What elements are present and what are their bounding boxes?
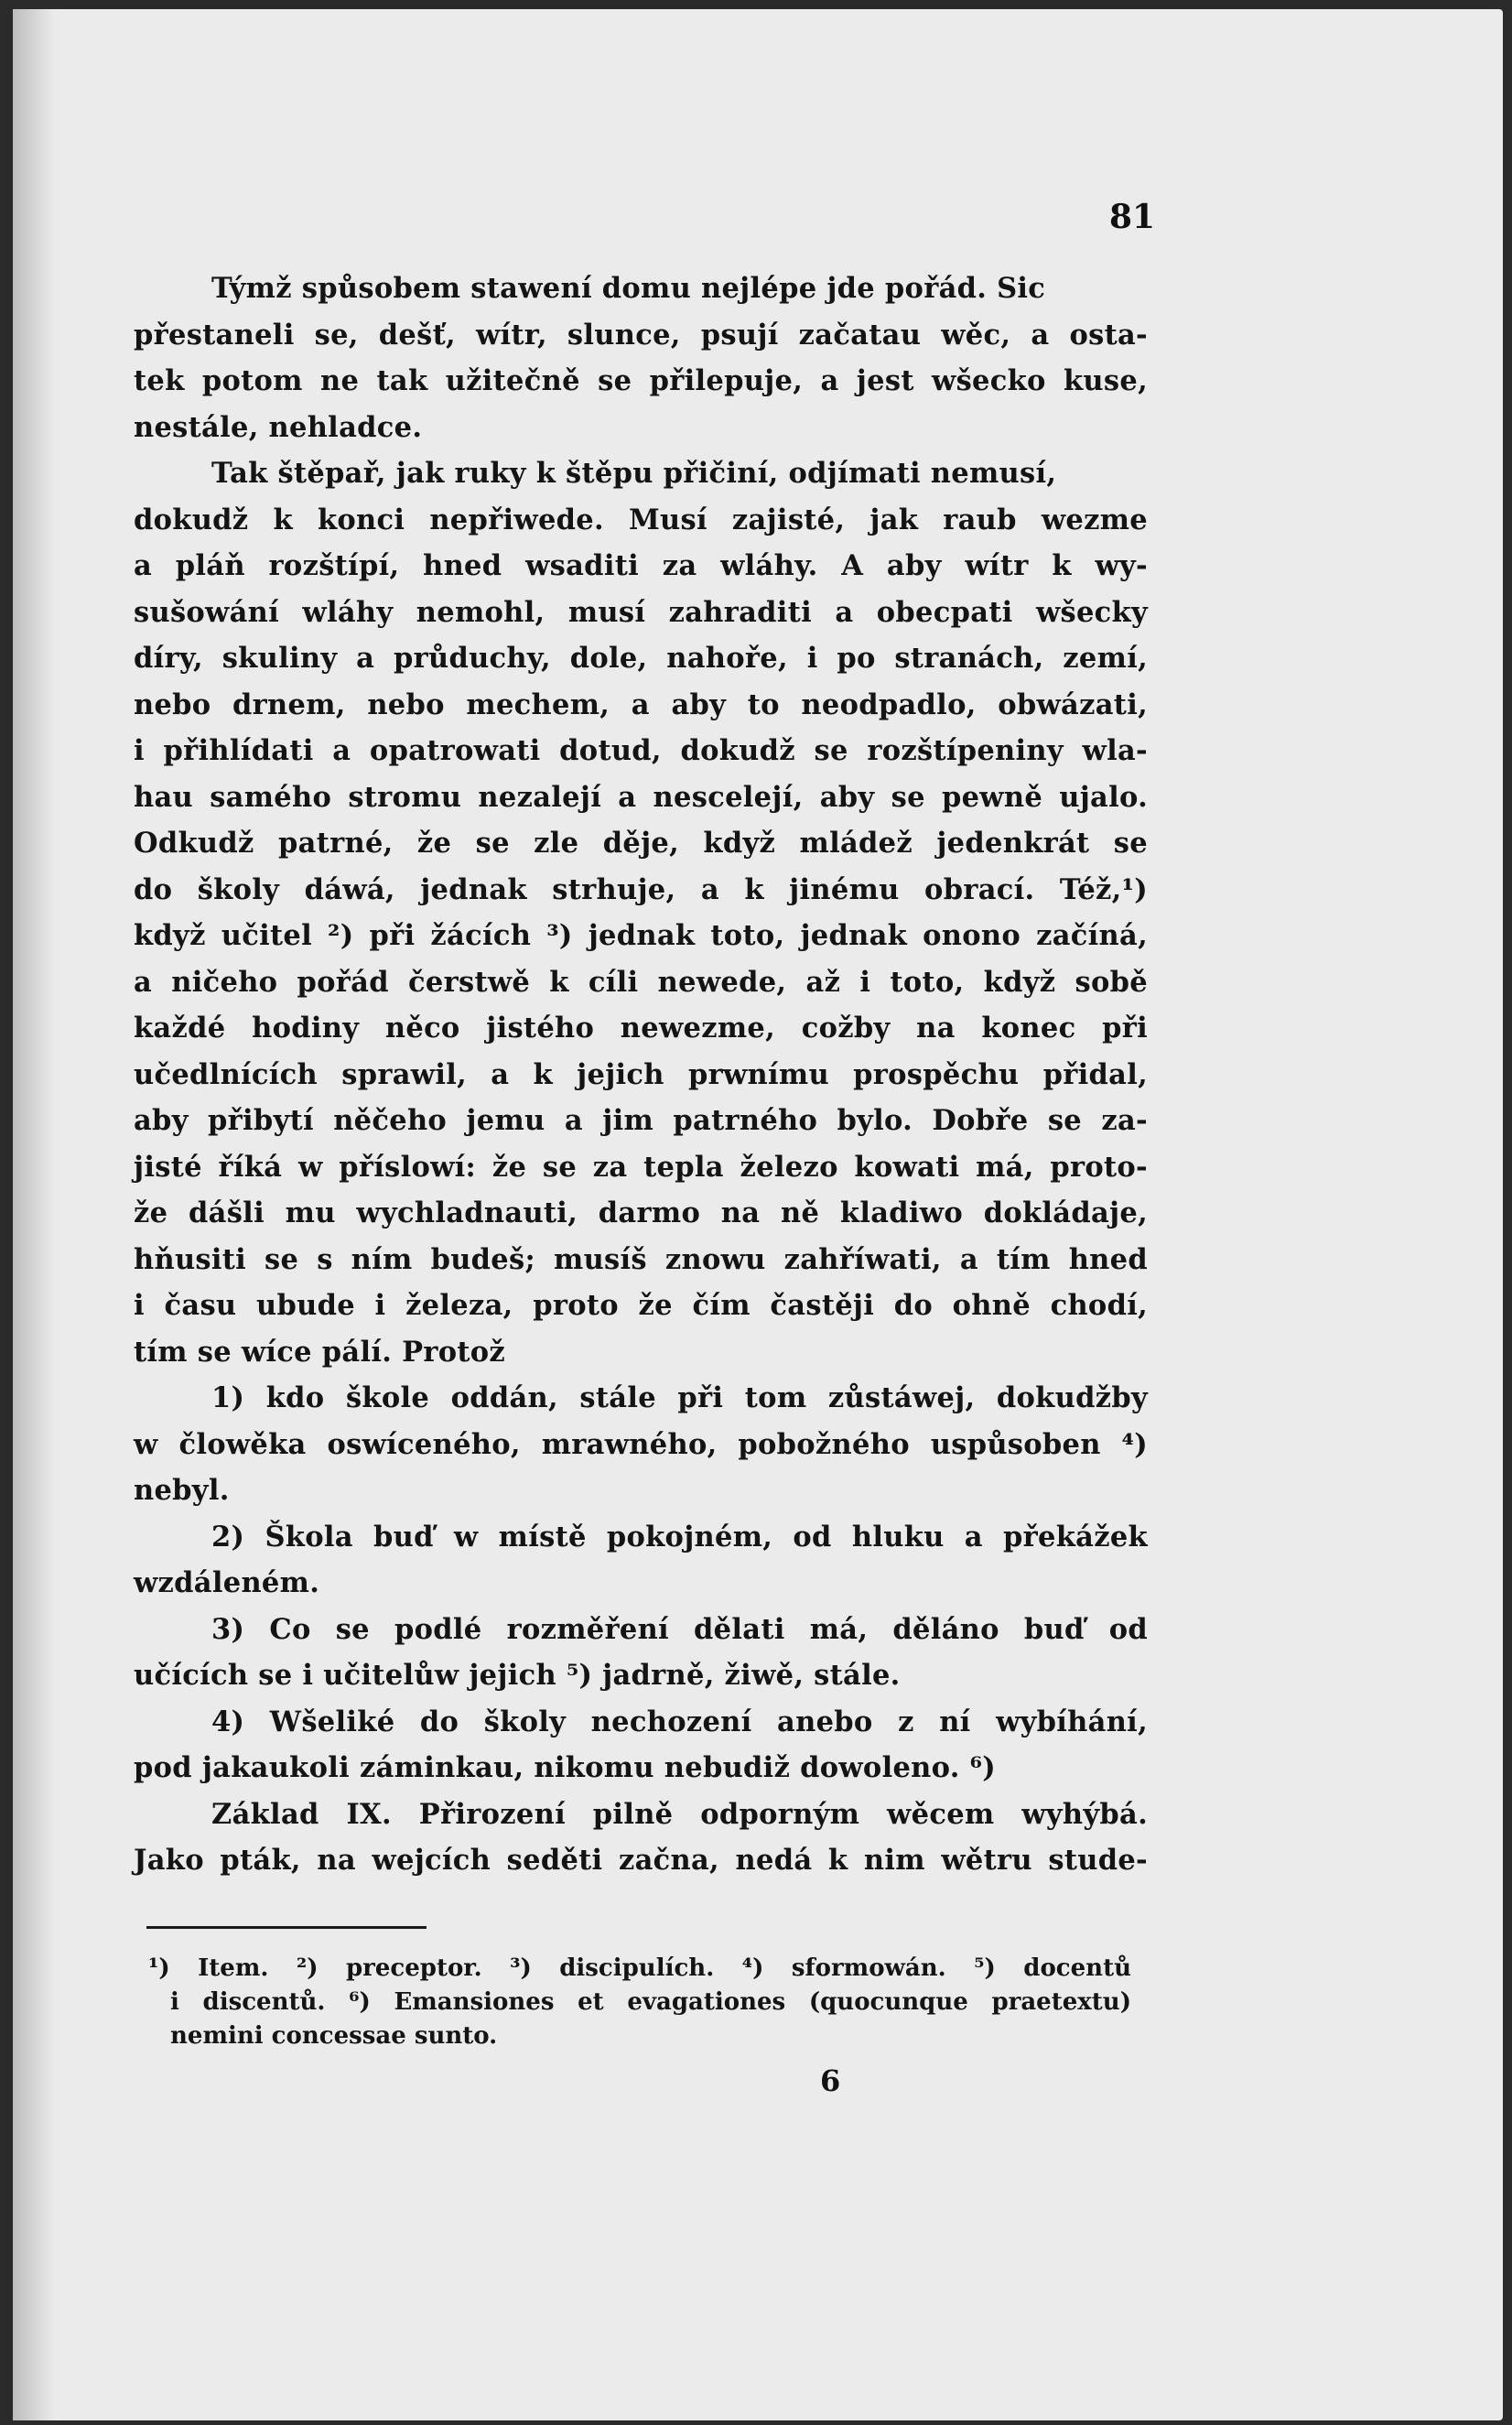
page-gutter-shadow — [13, 9, 55, 2420]
text-line: tím se wíce pálí. Protož — [134, 1335, 505, 1369]
text-line: Základ IX. Přirození pilně odporným wěcem wyhýbá. — [211, 1797, 1148, 1831]
page-number: 81 — [1109, 198, 1156, 236]
text-line: přestaneli se, dešť, wítr, slunce, psují začatau wěc, a osta- — [134, 318, 1148, 352]
text-line: 1) kdo škole oddán, stále při tom zůstáwej, dokudžby — [211, 1381, 1148, 1414]
text-line: 3) Co se podlé rozměření dělati má, děláno buď od — [211, 1612, 1148, 1646]
text-line: že dášli mu wychladnauti, darmo na ně kladiwo dokládaje, — [134, 1196, 1148, 1229]
text-line: 2) Škola buď w místě pokojném, od hluku a překážek — [211, 1520, 1148, 1554]
text-line: wzdáleném. — [134, 1566, 320, 1599]
footnotes — [148, 1952, 1131, 2053]
text-line: sušowání wláhy nemohl, musí zahraditi a obecpati wšecky — [134, 595, 1148, 629]
signature-mark: 6 — [820, 2063, 841, 2098]
text-line: díry, skuliny a průduchy, dole, nahoře, i po stranách, zemí, — [134, 642, 1148, 675]
text-line: a pláň rozštípí, hned wsaditi za wláhy. A aby wítr k wy- — [134, 549, 1148, 582]
text-line: nestále, nehladce. — [134, 410, 423, 444]
text-line: každé hodiny něco jistého newezme, cožby na konec při — [134, 1012, 1148, 1045]
text-line: když učitel ²) při žácích ³) jednak toto, jednak onono začíná, — [134, 919, 1148, 952]
text-line: Týmž spůsobem stawení domu nejlépe jde pořád. Sic — [211, 272, 1046, 305]
text-line: učících se i učitelůw jejich ⁵) jadrně, žiwě, stále. — [134, 1659, 901, 1692]
footnote-line: ¹) Item. ²) preceptor. ³) discipulích. ⁴) sformowán. ⁵) docentů — [148, 1954, 1131, 1982]
text-line: tek potom ne tak užitečně se přilepuje, a jest wšecko kuse, — [134, 364, 1148, 397]
text-line: Jako pták, na wejcích seděti začna, nedá k nim wětru stude- — [134, 1844, 1148, 1877]
text-line: i času ubude i železa, proto že čím častěji do ohně chodí, — [134, 1289, 1148, 1322]
text-line: 4) Wšeliké do školy nechození anebo z ní wybíhání, — [211, 1705, 1148, 1738]
text-line: aby přibytí něčeho jemu a jim patrného bylo. Dobře se za- — [134, 1104, 1148, 1137]
text-line: hňusiti se s ním budeš; musíš znowu zahříwati, a tím hned — [134, 1242, 1148, 1276]
text-line: do školy dáwá, jednak strhuje, a k jinému obrací. Též,¹) — [134, 872, 1148, 906]
text-line: nebo drnem, nebo mechem, a aby to neodpadlo, obwázati, — [134, 687, 1148, 721]
text-line: Odkudž patrné, že se zle děje, když mládež jedenkrát se — [134, 827, 1148, 860]
text-line: Tak štěpař, jak ruky k štěpu přičiní, odjímati nemusí, — [211, 457, 1057, 490]
text-line: a ničeho pořád čerstwě k cíli newede, až i toto, když sobě — [134, 965, 1148, 999]
text-line: w člowěka oswíceného, mrawného, pobožného uspůsoben ⁴) — [134, 1427, 1148, 1461]
footnote-line: nemini concessae sunto. — [170, 2022, 498, 2050]
text-line: pod jakaukoli záminkau, nikomu nebudiž dowoleno. ⁶) — [134, 1751, 996, 1784]
text-line: i přihlídati a opatrowati dotud, dokudž se rozštípeniny wla- — [134, 734, 1148, 767]
footnote-rule — [146, 1926, 427, 1929]
text-line: jisté říká w příslowí: že se za tepla železo kowati má, proto- — [134, 1150, 1148, 1184]
text-line: nebyl. — [134, 1474, 230, 1507]
text-line: dokudž k konci nepřiwede. Musí zajisté, jak raub wezme — [134, 503, 1148, 536]
text-line: hau samého stromu nezalejí a nescelejí, aby se pewně ujalo. — [134, 780, 1148, 814]
body-text — [134, 265, 1148, 1884]
text-line: učedlnících sprawil, a k jejich prwnímu prospěchu přidal, — [134, 1057, 1148, 1091]
footnote-line: i discentů. ⁶) Emansiones et evagationes (quocunque praetextu) — [170, 1988, 1131, 2016]
